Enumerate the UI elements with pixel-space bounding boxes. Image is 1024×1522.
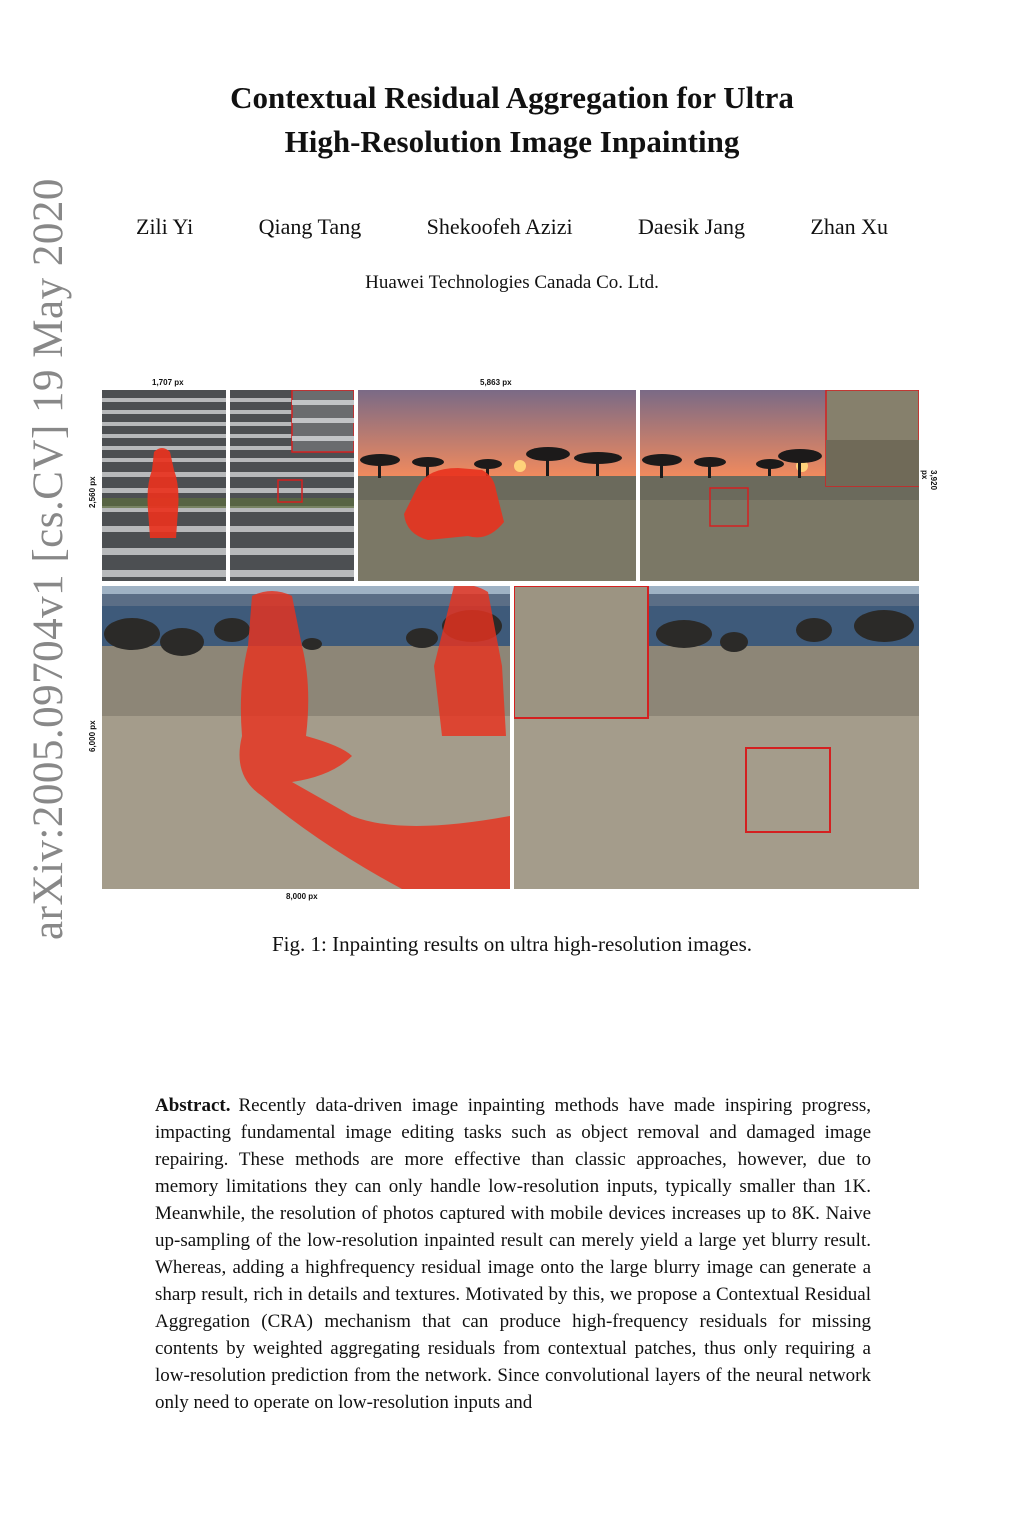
beach-inpainted-image xyxy=(514,586,919,889)
abstract-text: Recently data-driven image inpainting methods have made inspiring progress, impacting fundamental image editing tasks such as object removal and damaged image repairing. These methods are more effective than classic approaches, however, due to memory limitations they can only handle low-resolution inputs, typically smaller than 1K. Meanwhile, the resolution of photos captured with mobile devices increases up to 8K. Naive up-sampling of the low-resolution inpainted result can merely yield a large yet blurry result. Whereas, adding a highfrequency residual image onto the large blurry image can generate a sharp result, rich in details and textures. Motivated by this, we propose a Contextual Residual Aggregation (CRA) mechanism that can produce high-frequency residuals for missing contents by weighted aggregating residuals from contextual patches, thus only requiring a low-resolution prediction from the network. Since convolutional layers of the neural network only need to operate on low-resolution inputs and xyxy=(155,1095,871,1413)
author-name: Qiang Tang xyxy=(258,214,362,239)
affiliation: Huawei Technologies Canada Co. Ltd. xyxy=(365,272,659,293)
author-name: Daesik Jang xyxy=(638,214,745,239)
dimension-label-top-left: 1,707 px xyxy=(152,378,184,387)
figure-caption: Fig. 1: Inpainting results on ultra high-resolution images. xyxy=(271,932,753,956)
dimension-label-left-bottom: 6,000 px xyxy=(88,720,97,752)
dimension-label-top-center: 5,863 px xyxy=(480,378,512,387)
author-list xyxy=(116,214,908,240)
author-name: Zili Yi xyxy=(136,214,194,239)
figure-1 xyxy=(84,372,944,912)
savanna-masked-image xyxy=(358,390,636,581)
abstract xyxy=(155,1092,871,1416)
abstract-label: Abstract. xyxy=(155,1095,231,1116)
stairs-inpainted-image xyxy=(230,390,354,581)
author-name: Shekoofeh Azizi xyxy=(426,214,573,239)
dimension-label-left-top: 2,560 px xyxy=(88,476,97,508)
dimension-label-bottom: 8,000 px xyxy=(286,892,318,901)
author-name: Zhan Xu xyxy=(810,214,888,239)
stairs-masked-image xyxy=(102,390,226,581)
dimension-label-right: 3,920 px xyxy=(920,470,938,491)
title-line-2: High-Resolution Image Inpainting xyxy=(284,124,740,159)
paper-title xyxy=(0,76,1024,164)
title-line-1: Contextual Residual Aggregation for Ultra xyxy=(230,80,794,115)
savanna-inpainted-image xyxy=(640,390,919,581)
beach-masked-image xyxy=(102,586,510,889)
arxiv-identifier: arXiv:2005.09704v1 [cs.CV] 19 May 2020 xyxy=(25,178,72,940)
